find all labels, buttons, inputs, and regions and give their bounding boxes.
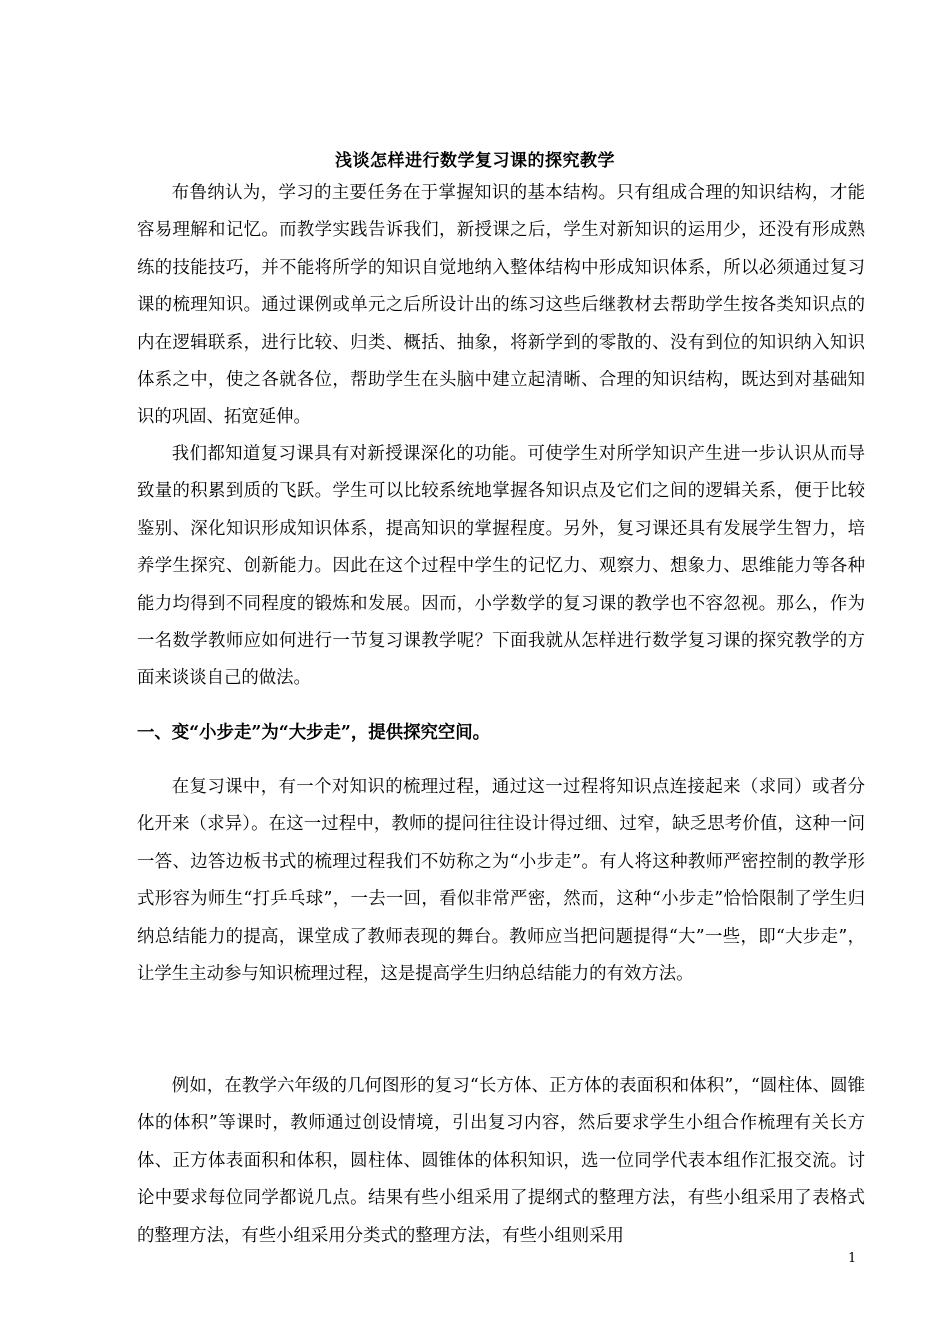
page-number: 1 xyxy=(848,1251,857,1266)
section-heading: 一、变“小步走”为“大步走”，提供探究空间。 xyxy=(137,723,491,743)
section-paragraph-2 xyxy=(137,1068,865,1255)
intro-paragraph-1 xyxy=(137,175,865,437)
section-paragraph-1 xyxy=(137,769,865,993)
paragraph-text: 我们都知道复习课具有对新授课深化的功能。可使学生对所学知识产生进一步认识从而导致量的积累到质的飞跃。学生可以比较系统地掌握各知识点及它们之间的逻辑关系，便于比较鉴别、深化知识形成知识体系，提高知识的掌握程度。另外，复习课还具有发展学生智力，培养学生探究、创新能力。因此在这个过程中学生的记忆力、观察力、想象力、思维能力等各种能力均得到不同程度的锻炼和发展。因而，小学数学的复习课的教学也不容忽视。那么，作为一名数学教师应如何进行一节复习课教学呢？下面我就从怎样进行数学复习课的探究教学的方面来谈谈自己的做法。 xyxy=(137,444,865,689)
paragraph-text: 在复习课中，有一个对知识的梳理过程，通过这一过程将知识点连接起来（求同）或者分化开来（求异）。在这一过程中，教师的提问往往设计得过细、过窄，缺乏思考价值，这种一问一答、边答边板书式的梳理过程我们不妨称之为“小步走”。有人将这种教师严密控制的教学形式形容为师生“打乒乓球”，一去一回，看似非常严密，然而，这种“小步走”恰恰限制了学生归纳总结能力的提高，课堂成了教师表现的舞台。教师应当把问题提得“大”一些，即“大步走”，让学生主动参与知识梳理过程，这是提高学生归纳总结能力的有效方法。 xyxy=(137,777,865,985)
paragraph-text: 例如，在教学六年级的几何图形的复习“长方体、正方体的表面积和体积”，“圆柱体、圆锥体的体积”等课时，教师通过创设情境，引出复习内容，然后要求学生小组合作梳理有关长方体、正方体表面积和体积，圆柱体、圆锥体的体积知识，选一位同学代表本组作汇报交流。讨论中要求每位同学都说几点。结果有些小组采用了提纲式的整理方法，有些小组采用了表格式的整理方法，有些小组采用分类式的整理方法，有些小组则采用 xyxy=(137,1076,865,1246)
paragraph-text: 布鲁纳认为，学习的主要任务在于掌握知识的基本结构。只有组成合理的知识结构，才能容易理解和记忆。而教学实践告诉我们，新授课之后，学生对新知识的运用少，还没有形成熟练的技能技巧，并不能将所学的知识自觉地纳入整体结构中形成知识体系，所以必须通过复习课的梳理知识。通过课例或单元之后所设计出的练习这些后继教材去帮助学生按各类知识点的内在逻辑联系，进行比较、归类、概括、抽象，将新学到的零散的、没有到位的知识纳入知识体系之中，使之各就各位，帮助学生在头脑中建立起清晰、合理的知识结构，既达到对基础知识的巩固、拓宽延伸。 xyxy=(137,183,865,428)
document-title: 浅谈怎样进行数学复习课的探究教学 xyxy=(335,151,615,171)
intro-paragraph-2 xyxy=(137,436,865,698)
